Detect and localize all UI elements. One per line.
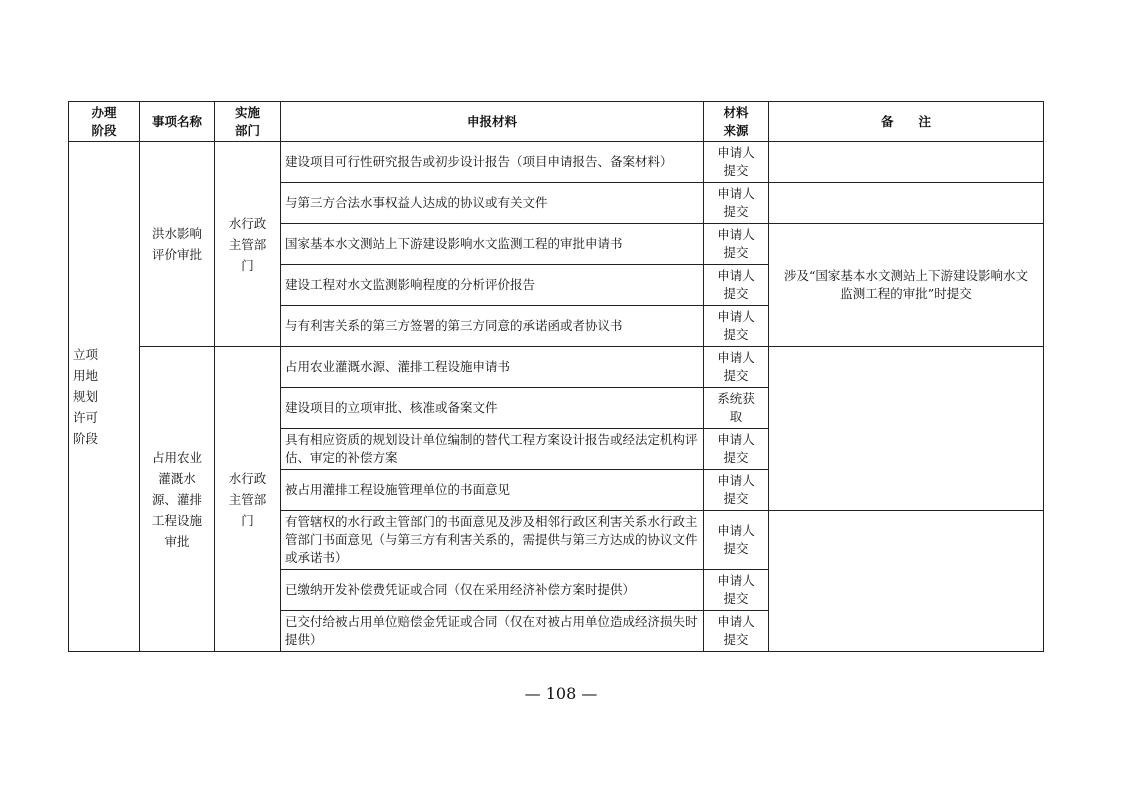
stage-cell: 立项 用地 规划 许可 阶段 (69, 142, 140, 652)
source-cell: 系统获 取 (704, 388, 769, 429)
source-cell: 申请人 提交 (704, 470, 769, 511)
material-cell: 与第三方合法水事权益人达成的协议或有关文件 (281, 183, 704, 224)
material-cell: 建设工程对水文监测影响程度的分析评价报告 (281, 265, 704, 306)
material-cell: 国家基本水文测站上下游建设影响水文监测工程的审批申请书 (281, 224, 704, 265)
remark-cell: 涉及“国家基本水文测站上下游建设影响水文监测工程的审批”时提交 (769, 224, 1044, 347)
material-cell: 被占用灌排工程设施管理单位的书面意见 (281, 470, 704, 511)
source-cell: 申请人 提交 (704, 265, 769, 306)
source-cell: 申请人 提交 (704, 347, 769, 388)
material-cell: 有管辖权的水行政主管部门的书面意见及涉及相邻行政区利害关系水行政主管部门书面意见（与第三方有利害关系的，需提供与第三方达成的协议文件或承诺书） (281, 511, 704, 570)
material-cell: 具有相应资质的规划设计单位编制的替代工程方案设计报告或经法定机构评估、审定的补偿方案 (281, 429, 704, 470)
remark-cell (769, 347, 1044, 511)
table-row (69, 142, 1044, 183)
source-cell: 申请人 提交 (704, 570, 769, 611)
source-cell: 申请人 提交 (704, 224, 769, 265)
source-cell: 申请人 提交 (704, 511, 769, 570)
material-cell: 已缴纳开发补偿费凭证或合同（仅在采用经济补偿方案时提供） (281, 570, 704, 611)
material-cell: 已交付给被占用单位赔偿金凭证或合同（仅在对被占用单位造成经济损失时提供） (281, 611, 704, 652)
item-name-cell: 占用农业 灌溉水 源、灌排 工程设施 审批 (140, 347, 215, 652)
remark-cell (769, 511, 1044, 652)
page-number: — 108 — (524, 684, 598, 703)
header-materials: 申报材料 (281, 102, 704, 142)
dept-cell: 水行政 主管部 门 (215, 142, 281, 347)
table-row (69, 347, 1044, 388)
material-cell: 建设项目的立项审批、核准或备案文件 (281, 388, 704, 429)
header-item: 事项名称 (140, 102, 215, 142)
item-name-cell: 洪水影响 评价审批 (140, 142, 215, 347)
material-cell: 与有利害关系的第三方签署的第三方同意的承诺函或者协议书 (281, 306, 704, 347)
source-cell: 申请人 提交 (704, 611, 769, 652)
header-dept: 实施 部门 (215, 102, 281, 142)
material-cell: 占用农业灌溉水源、灌排工程设施申请书 (281, 347, 704, 388)
dept-cell: 水行政 主管部 门 (215, 347, 281, 652)
source-cell: 申请人 提交 (704, 183, 769, 224)
source-cell: 申请人 提交 (704, 429, 769, 470)
materials-table (68, 101, 1044, 652)
remark-cell (769, 183, 1044, 224)
remark-cell (769, 142, 1044, 183)
header-row (69, 102, 1044, 142)
header-remark: 备 注 (769, 102, 1044, 142)
header-stage: 办理 阶段 (69, 102, 140, 142)
material-cell: 建设项目可行性研究报告或初步设计报告（项目申请报告、备案材料） (281, 142, 704, 183)
header-source: 材料 来源 (704, 102, 769, 142)
source-cell: 申请人 提交 (704, 306, 769, 347)
source-cell: 申请人 提交 (704, 142, 769, 183)
